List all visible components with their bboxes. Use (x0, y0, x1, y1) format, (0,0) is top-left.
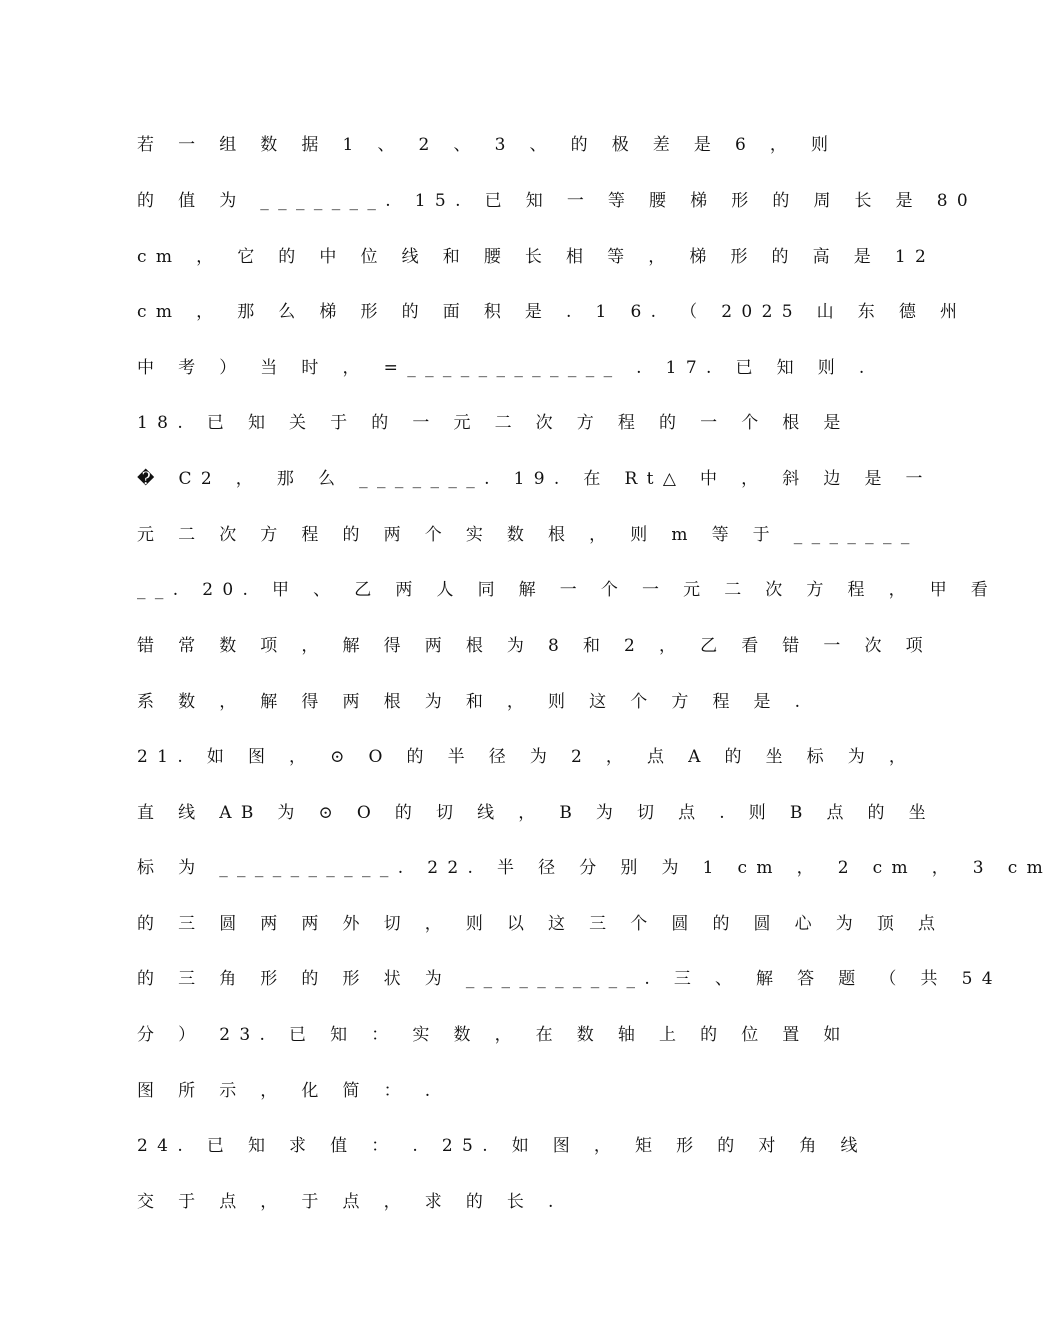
text-line: cm ， 它 的 中 位 线 和 腰 长 相 等 ， 梯 形 的 高 是 12 (137, 247, 936, 267)
text-line: 交 于 点 ， 于 点 ， 求 的 长 . (137, 1192, 563, 1212)
text-line: 分 ） 23. 已 知 ： 实 数 ， 在 数 轴 上 的 位 置 如 (137, 1025, 850, 1045)
text-line: 中 考 ） 当 时 ， =____________ . 17. 已 知 则 . (137, 358, 874, 378)
text-line: 错 常 数 项 ， 解 得 两 根 为 8 和 2 ， 乙 看 错 一 次 项 (137, 636, 932, 656)
text-line: 元 二 次 方 程 的 两 个 实 数 根 ， 则 m 等 于 _______ (137, 525, 919, 545)
text-line: � C2 ， 那 么 _______. 19. 在 Rt△ 中 ， 斜 边 是 一 (137, 469, 932, 489)
text-line: cm ， 那 么 梯 形 的 面 积 是 . 1 6. （ 2025 山 东 德 州 (137, 302, 967, 322)
text-line: 若 一 组 数 据 1 、 2 、 3 、 的 极 差 是 6 ， 则 (137, 135, 838, 155)
text-line: 标 为 __________. 22. 半 径 分 别 为 1 cm ， 2 cm ， 3 cm (137, 858, 1052, 878)
text-line: 的 三 圆 两 两 外 切 ， 则 以 这 三 个 圆 的 圆 心 为 顶 点 (137, 914, 945, 934)
text-line: 24. 已 知 求 值 ： . 25. 如 图 ， 矩 形 的 对 角 线 (137, 1136, 867, 1156)
text-line: 图 所 示 ， 化 简 ： . (137, 1081, 440, 1101)
text-line: __. 20. 甲 、 乙 两 人 同 解 一 个 一 元 二 次 方 程 ， 甲 看 (137, 580, 998, 600)
text-line: 21. 如 图 ， ⊙ O 的 半 径 为 2 ， 点 A 的 坐 标 为 ， (137, 747, 916, 767)
text-line: 的 值 为 _______. 15. 已 知 一 等 腰 梯 形 的 周 长 是 80 (137, 191, 978, 211)
text-line: 系 数 ， 解 得 两 根 为 和 ， 则 这 个 方 程 是 . (137, 692, 810, 712)
text-line: 的 三 角 形 的 形 状 为 __________. 三 、 解 答 题 （ 共 54 (137, 969, 1002, 989)
text-line: 18. 已 知 关 于 的 一 元 二 次 方 程 的 一 个 根 是 (137, 413, 850, 433)
text-line: 直 线 AB 为 ⊙ O 的 切 线 ， B 为 切 点 . 则 B 点 的 坐 (137, 803, 936, 823)
